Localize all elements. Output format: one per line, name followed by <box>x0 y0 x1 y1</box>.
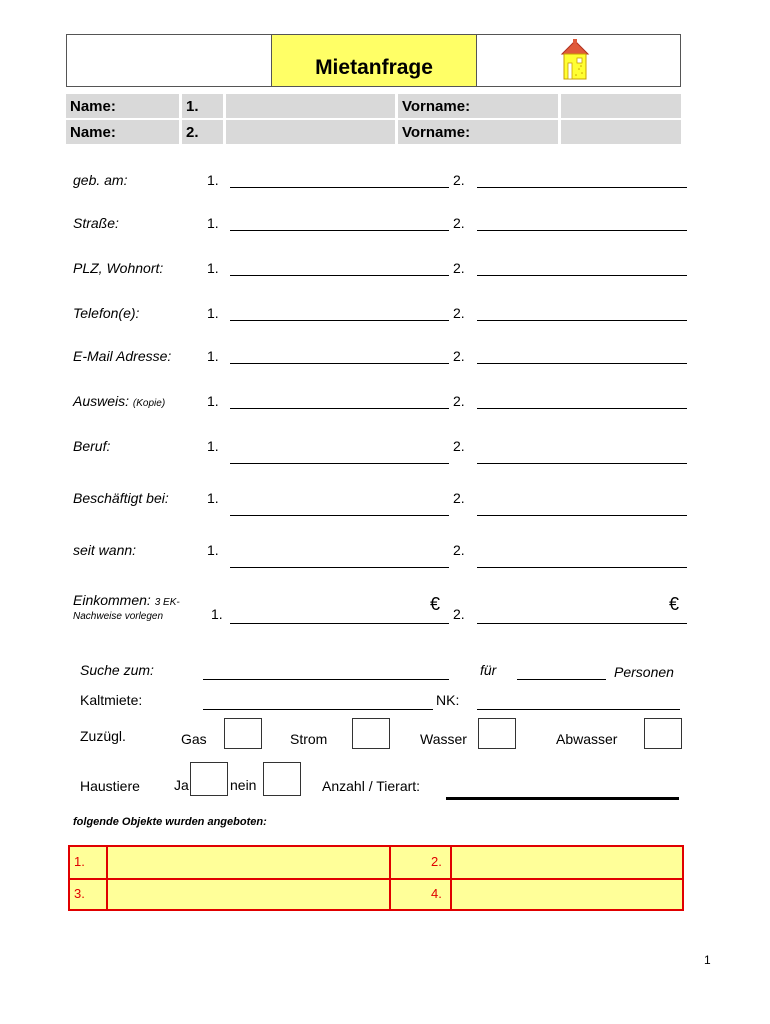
header-title-cell <box>272 35 477 86</box>
income-note: Nachweise vorlegen <box>73 611 164 622</box>
income-label: Einkommen: 3 EK- <box>73 592 180 608</box>
page-number: 1 <box>704 953 711 967</box>
vorname-input-1[interactable] <box>561 94 681 118</box>
offered-heading: folgende Objekte wurden angeboten: <box>73 816 267 828</box>
pets-yes-label: Ja <box>174 777 189 793</box>
field-input-1[interactable] <box>230 187 449 188</box>
field-label: PLZ, Wohnort: <box>73 260 164 276</box>
name-row-1 <box>66 94 681 118</box>
field-number-2: 2. <box>453 172 465 188</box>
field-input-1[interactable] <box>230 230 449 231</box>
field-number-1: 1. <box>207 490 219 506</box>
field-input-1[interactable] <box>230 363 449 364</box>
nk-label: NK: <box>436 692 460 708</box>
fuer-label: für <box>480 662 497 678</box>
vorname-input-2[interactable] <box>561 120 681 144</box>
field-input-2[interactable] <box>477 320 687 321</box>
field-input-1[interactable] <box>230 275 449 276</box>
row-number: 4. <box>431 886 442 901</box>
field-input-2[interactable] <box>477 230 687 231</box>
strom-checkbox[interactable] <box>352 718 390 749</box>
header-empty-cell <box>67 35 272 86</box>
field-number-2: 2. <box>453 260 465 276</box>
house-icon <box>559 37 591 81</box>
search-label: Suche zum: <box>80 662 154 678</box>
field-number-1: 1. <box>207 348 219 364</box>
field-number-1: 1. <box>207 305 219 321</box>
field-input-2[interactable] <box>477 463 687 464</box>
field-input-1[interactable] <box>230 408 449 409</box>
pets-label: Haustiere <box>80 778 140 794</box>
field-label: Telefon(e): <box>73 305 140 321</box>
name-number: 1. <box>182 94 223 118</box>
name-input-1[interactable] <box>226 94 395 118</box>
field-input-2[interactable] <box>477 515 687 516</box>
header-logo-cell <box>477 35 680 86</box>
name-input-2[interactable] <box>226 120 395 144</box>
abwasser-checkbox[interactable] <box>644 718 682 749</box>
pets-no-checkbox[interactable] <box>263 762 301 796</box>
field-input-2[interactable] <box>477 408 687 409</box>
field-number-1: 1. <box>207 542 219 558</box>
row-number: 1. <box>74 854 85 869</box>
income-input-1[interactable] <box>230 623 449 624</box>
name-label: Name: <box>66 94 179 118</box>
euro-sign-1: € <box>430 594 441 614</box>
rent-label: Kaltmiete: <box>80 692 143 708</box>
pets-count-input[interactable] <box>446 797 679 800</box>
vorname-label: Vorname: <box>398 94 558 118</box>
header-table <box>66 34 681 87</box>
name-number: 2. <box>182 120 223 144</box>
wasser-label: Wasser <box>420 731 467 747</box>
pets-yes-checkbox[interactable] <box>190 762 228 796</box>
name-label: Name: <box>66 120 179 144</box>
field-number-2: 2. <box>453 305 465 321</box>
pets-count-label: Anzahl / Tierart: <box>322 778 421 794</box>
field-input-2[interactable] <box>477 187 687 188</box>
field-input-1[interactable] <box>230 463 449 464</box>
income-input-2[interactable] <box>477 623 687 624</box>
row-number: 3. <box>74 886 85 901</box>
field-label: Beruf: <box>73 438 111 454</box>
field-label: Beschäftigt bei: <box>73 490 169 506</box>
field-label: Ausweis: (Kopie) <box>73 393 166 409</box>
field-number-2: 2. <box>453 438 465 454</box>
persons-input[interactable] <box>517 679 606 680</box>
field-number-1: 1. <box>207 438 219 454</box>
field-input-2[interactable] <box>477 363 687 364</box>
pets-no-label: nein <box>230 777 257 793</box>
table-divider <box>70 878 682 880</box>
income-number-1: 1. <box>211 606 223 622</box>
gas-label: Gas <box>181 731 207 747</box>
field-number-2: 2. <box>453 215 465 231</box>
persons-label: Personen <box>614 664 674 680</box>
euro-sign-2: € <box>669 594 680 614</box>
field-input-2[interactable] <box>477 275 687 276</box>
field-label: geb. am: <box>73 172 128 188</box>
field-number-1: 1. <box>207 215 219 231</box>
field-label: seit wann: <box>73 542 137 558</box>
income-number-2: 2. <box>453 606 465 622</box>
field-number-1: 1. <box>207 393 219 409</box>
rent-input[interactable] <box>203 709 433 710</box>
page-title: Mietanfrage <box>315 56 433 79</box>
field-number-1: 1. <box>207 260 219 276</box>
extras-label: Zuzügl. <box>80 728 126 744</box>
field-number-2: 2. <box>453 490 465 506</box>
name-row-2 <box>66 120 681 144</box>
field-number-1: 1. <box>207 172 219 188</box>
nk-input[interactable] <box>477 709 680 710</box>
field-number-2: 2. <box>453 542 465 558</box>
field-label: Straße: <box>73 215 119 231</box>
gas-checkbox[interactable] <box>224 718 262 749</box>
search-input[interactable] <box>203 679 449 680</box>
field-number-2: 2. <box>453 393 465 409</box>
field-input-1[interactable] <box>230 567 449 568</box>
abwasser-label: Abwasser <box>556 731 618 747</box>
field-number-2: 2. <box>453 348 465 364</box>
strom-label: Strom <box>290 731 328 747</box>
field-input-2[interactable] <box>477 567 687 568</box>
wasser-checkbox[interactable] <box>478 718 516 749</box>
row-number: 2. <box>431 854 442 869</box>
offered-table <box>68 845 684 911</box>
field-input-1[interactable] <box>230 320 449 321</box>
vorname-label: Vorname: <box>398 120 558 144</box>
field-input-1[interactable] <box>230 515 449 516</box>
field-label: E-Mail Adresse: <box>73 348 172 364</box>
